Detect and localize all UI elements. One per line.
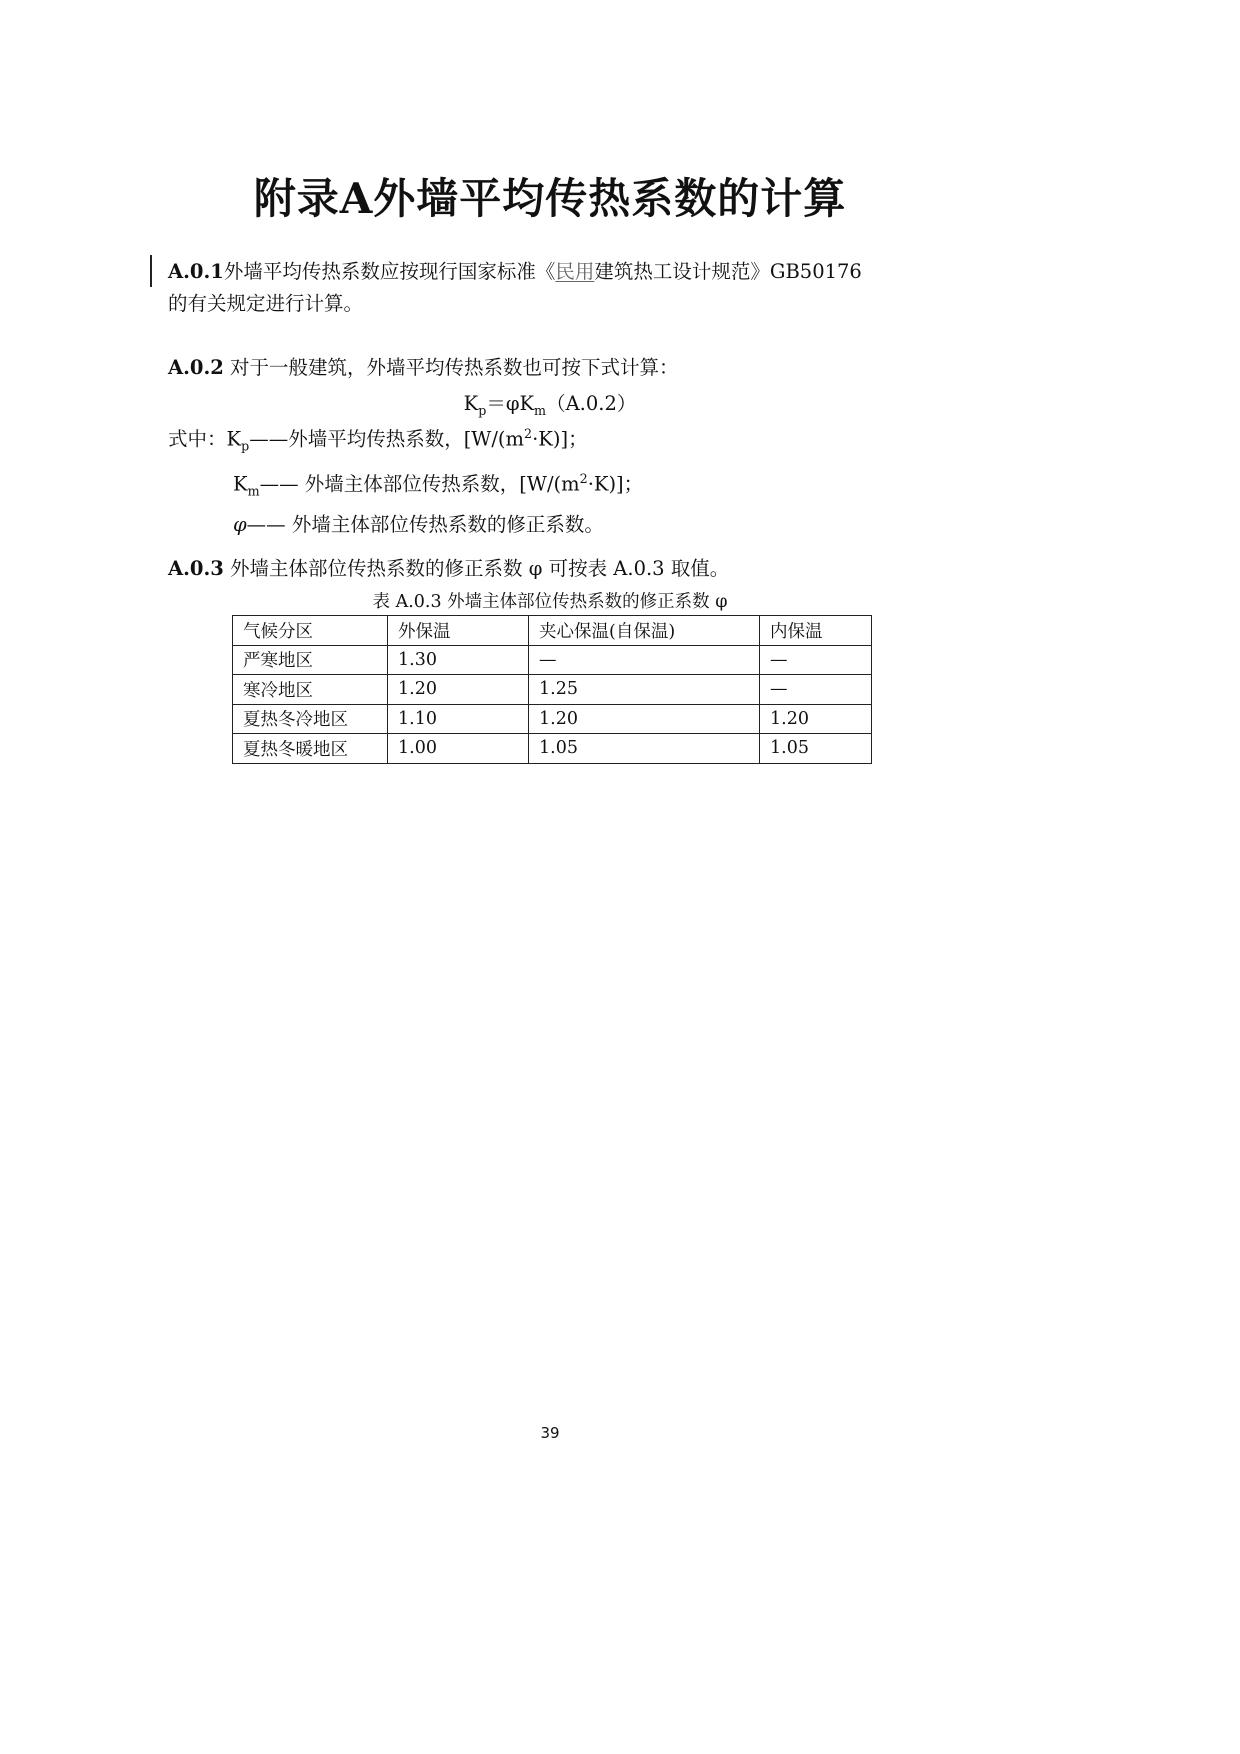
- def2-text: —— 外墙主体部位传热系数，[W/(m: [259, 472, 580, 496]
- table-cell: 1.05: [529, 734, 760, 764]
- table-caption: 表 A.0.3 外墙主体部位传热系数的修正系数 φ: [372, 592, 728, 612]
- def1-end: ·K)]；: [532, 427, 588, 451]
- clause-a02: [168, 352, 679, 384]
- page-number: 39: [540, 1424, 560, 1442]
- table-cell: —: [760, 645, 872, 675]
- table-row: [233, 645, 872, 675]
- definition-kp: [168, 417, 643, 462]
- symbol-definitions: [168, 417, 643, 541]
- table-cell: 1.10: [388, 704, 529, 734]
- clause-a03-label: A.0.3: [168, 557, 224, 580]
- def2-sup: 2: [579, 471, 588, 487]
- def1-text: ——外墙平均传热系数，[W/(m: [249, 427, 525, 451]
- definition-phi: [168, 508, 643, 541]
- table-cell: 严寒地区: [233, 645, 388, 675]
- formula-sub-p: p: [478, 402, 487, 418]
- formula-sub-m: m: [534, 402, 547, 418]
- table-cell: —: [760, 675, 872, 705]
- clause-a01: [168, 256, 862, 320]
- table-cell: 1.30: [388, 645, 529, 675]
- def1-sub: p: [241, 438, 250, 454]
- table-cell: 夏热冬冷地区: [233, 704, 388, 734]
- clause-a01-text-pre: 外墙平均传热系数应按现行国家标准《: [223, 260, 556, 283]
- clause-a02-text: 对于一般建筑，外墙平均传热系数也可按下式计算：: [223, 356, 679, 379]
- clause-a03-text: 外墙主体部位传热系数的修正系数 φ 可按表 A.0.3 取值。: [223, 557, 730, 580]
- def3-symbol: φ: [233, 512, 247, 536]
- coefficient-table: [232, 615, 872, 764]
- clause-a01-line2: 的有关规定进行计算。: [168, 292, 364, 315]
- table-row: [233, 675, 872, 705]
- table-header-cell: 外保温: [388, 616, 529, 646]
- table-cell: —: [529, 645, 760, 675]
- table-cell: 1.20: [760, 704, 872, 734]
- table-header-cell: 内保温: [760, 616, 872, 646]
- def2-end: ·K)]；: [587, 472, 644, 496]
- formula-a02: [0, 388, 1100, 418]
- table-cell: 1.20: [388, 675, 529, 705]
- def2-sub: m: [247, 483, 260, 499]
- table-header-row: [233, 616, 872, 646]
- definition-km: [168, 462, 643, 507]
- def1-symbol: K: [226, 427, 242, 451]
- table-cell: 1.00: [388, 734, 529, 764]
- standard-link[interactable]: 民用: [555, 260, 595, 283]
- table-cell: 寒冷地区: [233, 675, 388, 705]
- clause-a02-label: A.0.2: [168, 356, 224, 379]
- clause-a01-label: A.0.1: [168, 260, 224, 283]
- formula-eq: ＝φK: [486, 392, 535, 415]
- table-header-cell: 夹心保温(自保温): [529, 616, 760, 646]
- def3-text: —— 外墙主体部位传热系数的修正系数。: [246, 512, 604, 536]
- table-cell: 夏热冬暖地区: [233, 734, 388, 764]
- def1-sup: 2: [524, 426, 533, 441]
- table-header-cell: 气候分区: [233, 616, 388, 646]
- table-row: [233, 704, 872, 734]
- clause-a01-text-post: 建筑热工设计规范》GB50176: [594, 260, 862, 283]
- formula-number: （A.0.2）: [546, 392, 637, 415]
- table-cell: 1.25: [529, 675, 760, 705]
- def2-symbol: K: [233, 472, 248, 496]
- clause-a03: [168, 553, 729, 585]
- formula-k: K: [463, 392, 479, 415]
- revision-change-bar: [150, 255, 152, 287]
- table-cell: 1.05: [760, 734, 872, 764]
- page-title: 附录A外墙平均传热系数的计算: [253, 174, 847, 223]
- table-row: [233, 734, 872, 764]
- table-cell: 1.20: [529, 704, 760, 734]
- where-label: 式中：: [168, 427, 227, 451]
